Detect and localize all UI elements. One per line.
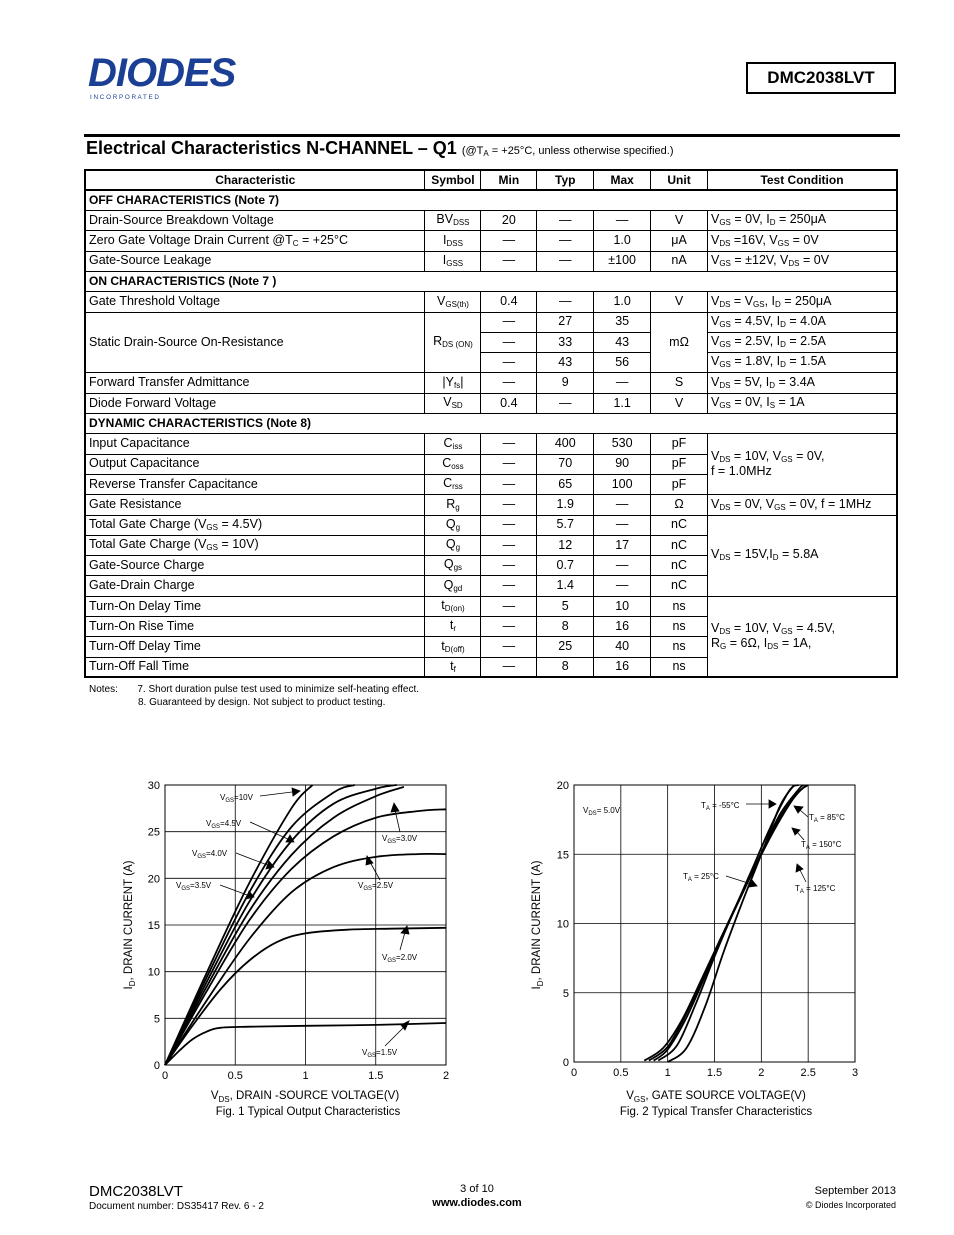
y-tick-label: 0 xyxy=(562,1057,569,1069)
note-8: 8. Guaranteed by design. Not subject to product testing. xyxy=(138,697,386,708)
label-vgs-4-0v: $V_{GS}=4.0V$ xyxy=(192,849,228,860)
part-number: DMC2038LVT xyxy=(767,68,875,87)
x-tick-label: 2.5 xyxy=(800,1067,816,1079)
fig2-vds-annotation: $V_{DS}= 5.0V$ xyxy=(583,806,621,817)
y-tick-label: 30 xyxy=(147,780,160,792)
y-tick-label: 20 xyxy=(147,873,160,886)
table-row: Reverse Transfer Capacitance $C_{rss}$ — 65 100 pF xyxy=(85,474,897,494)
fig2-x-axis-label: $V_{GS}$, GATE SOURCE VOLTAGE(V) xyxy=(626,1090,806,1104)
series-line-vgs-3-5v xyxy=(165,787,404,1065)
x-tick-label: 2 xyxy=(442,1070,450,1082)
x-tick-label: 1 xyxy=(302,1070,309,1082)
label-vgs-2-0v: $V_{GS}=2.0V$ xyxy=(382,953,418,964)
section-row: DYNAMIC CHARACTERISTICS (Note 8) xyxy=(85,414,897,434)
col-header: Max xyxy=(594,170,651,190)
series-line-ta-150-c xyxy=(644,785,806,1061)
logo-wordmark: DIODES xyxy=(88,52,236,95)
x-tick-label: 0.5 xyxy=(227,1070,243,1082)
table-row: — 43 56 $V_{GS} = 1.8V$, $I_D = 1.5A$ xyxy=(85,353,897,373)
footer-page: 3 of 10 xyxy=(460,1183,494,1195)
y-tick-label: 15 xyxy=(556,849,569,862)
table-row: Output Capacitance $C_{oss}$ — 70 90 pF xyxy=(85,454,897,474)
table-row: — 33 43 $V_{GS} = 2.5V$, $I_D = 2.5A$ xyxy=(85,332,897,352)
label-vgs-3-0v: $V_{GS}=3.0V$ xyxy=(382,834,418,845)
x-tick-label: 0.5 xyxy=(613,1067,629,1079)
fig2-y-axis-label: $I_D$, DRAIN CURRENT (A) xyxy=(531,860,545,990)
x-tick-label: 1 xyxy=(664,1067,671,1079)
table-row: Gate-Source Charge $Q_{gs}$ — 0.7 — nC xyxy=(85,556,897,576)
table-row: Turn-Off Fall Time $t_f$ — 8 16 ns xyxy=(85,657,897,677)
y-tick-label: 10 xyxy=(556,918,569,931)
col-header: Characteristic xyxy=(85,170,425,190)
electrical-characteristics-table xyxy=(84,169,898,678)
y-tick-label: 5 xyxy=(153,1013,160,1026)
header-rule xyxy=(84,134,900,137)
section-title-text: Electrical Characteristics N-CHANNEL – Q1 xyxy=(86,138,457,158)
footer-right xyxy=(806,1185,896,1210)
part-number-box xyxy=(746,62,896,94)
table-row: Zero Gate Voltage Drain Current $@T_C = +25^\circ C$ $I_{DSS}$ — — 1.0 μA $V_{DS} =16V$, $V_{GS} = 0V$ xyxy=(85,231,897,251)
y-tick-label: 5 xyxy=(562,987,569,1000)
label-vgs-4-5v: $V_{GS}=4.5V$ xyxy=(206,819,242,830)
col-header: Test Condition xyxy=(707,170,897,190)
label-vgs-2-5v: $V_{GS}=2.5V$ xyxy=(358,881,394,892)
footer-date: September 2013 xyxy=(814,1185,896,1197)
table-row: Static Drain-Source On-Resistance $R_{DS (ON)}$ — 27 35 mΩ $V_{GS} = 4.5V$, $I_D = 4.0A$ xyxy=(85,312,897,332)
y-tick-label: 10 xyxy=(147,966,160,979)
table-row: Total Gate Charge $(V_{GS} = 10V)$ $Q_g$ — 12 17 nC xyxy=(85,535,897,555)
x-tick-label: 3 xyxy=(851,1067,859,1079)
section-row: ON CHARACTERISTICS (Note 7 ) xyxy=(85,271,897,291)
x-tick-label: 0 xyxy=(161,1070,169,1082)
label-vgs-3-5v: $V_{GS}=3.5V$ xyxy=(176,881,212,892)
table-row: Gate-Source Leakage $I_{GSS}$ — — ±100 nA $V_{GS} = \pm 12V$, $V_{DS} = 0V$ xyxy=(85,251,897,271)
x-tick-label: 0 xyxy=(570,1067,578,1079)
table-row: Input Capacitance $C_{iss}$ — 400 530 pF $V_{DS} = 10V$, $V_{GS} = 0V$, f = 1.0MHz xyxy=(85,434,897,454)
label-ta-85: $T_A = 85^\circ C$ xyxy=(809,813,845,824)
x-tick-label: 1.5 xyxy=(368,1070,384,1082)
fig1-title: Fig. 1 Typical Output Characteristics xyxy=(215,1106,401,1118)
table-row: Gate-Drain Charge $Q_{gd}$ — 1.4 — nC xyxy=(85,576,897,596)
notes xyxy=(89,683,419,709)
section-title xyxy=(86,138,674,159)
y-tick-label: 15 xyxy=(147,920,160,932)
table-row: Total Gate Charge $(V_{GS} = 4.5V)$ $Q_g$ — 5.7 — nC $V_{DS} = 15V,I_D = 5.8A$ xyxy=(85,515,897,535)
col-header: Unit xyxy=(651,170,708,190)
table-row: Diode Forward Voltage $V_{SD}$ 0.4 — 1.1 V $V_{GS} = 0V$, $I_S = 1A$ xyxy=(85,393,897,413)
table-row: Turn-On Delay Time $t_{D(on)}$ — 5 10 ns $V_{DS} = 10V$, $V_{GS} = 4.5V$, $R_G = 6\Omega$, $I_{DS} = 1A$, xyxy=(85,596,897,616)
label-ta-25: $T_A = 25^\circ C$ xyxy=(683,872,719,883)
x-tick-label: 2 xyxy=(758,1067,765,1079)
y-tick-label: 20 xyxy=(556,780,569,792)
col-header: Symbol xyxy=(425,170,481,190)
label-vgs-10v: $V_{GS}=10V$ xyxy=(220,793,253,804)
section-row: OFF CHARACTERISTICS (Note 7) xyxy=(85,190,897,210)
footer-url[interactable]: www.diodes.com xyxy=(432,1197,522,1209)
label-vgs-1-5v: $V_{GS}=1.5V$ xyxy=(362,1048,398,1059)
fig2-title: Fig. 2 Typical Transfer Characteristics xyxy=(619,1106,813,1118)
x-tick-label: 1.5 xyxy=(706,1067,723,1079)
fig1-y-axis-label: $I_D$, DRAIN CURRENT (A) xyxy=(123,860,137,990)
col-header: Typ xyxy=(537,170,594,190)
section-condition: ($@T_A = +25^\circ C$, unless otherwise specified.) xyxy=(461,145,674,158)
notes-label: Notes: xyxy=(89,684,118,695)
table-header-row xyxy=(85,170,897,190)
footer-copyright: © Diodes Incorporated xyxy=(805,1200,896,1210)
table-row: Turn-Off Delay Time $t_{D(off)}$ — 25 40 ns xyxy=(85,637,897,657)
diodes-logo xyxy=(88,52,263,102)
footer-document-number: Document number: DS35417 Rev. 6 - 2 xyxy=(89,1201,264,1212)
table-row: Gate Resistance $R_g$ — 1.9 — Ω $V_{DS} = 0V$, $V_{GS} = 0V$, f = 1MHz xyxy=(85,495,897,515)
table-row: Drain-Source Breakdown Voltage $BV_{DSS}$ 20 — — V $V_{GS} = 0V$, $I_D = 250\mu A$ xyxy=(85,211,897,231)
label-ta-minus55: $T_A = -55^\circ C$ xyxy=(701,801,740,812)
col-header: Min xyxy=(481,170,537,190)
note-7: 7. Short duration pulse test used to minimize self-heating effect. xyxy=(137,684,419,695)
fig2-transfer-characteristics xyxy=(508,770,878,1125)
fig1-output-characteristics xyxy=(100,770,470,1125)
table-row: Forward Transfer Admittance $|Y_{fs}|$ — 9 — S $V_{DS} = 5V$, $I_D = 3.4A$ xyxy=(85,373,897,393)
y-tick-label: 25 xyxy=(147,826,160,839)
series-line-ta-125-c xyxy=(649,785,808,1061)
label-ta-125: $T_A = 125^\circ C$ xyxy=(795,884,836,895)
fig1-x-axis-label: $V_{DS}$, DRAIN -SOURCE VOLTAGE(V) xyxy=(210,1090,400,1104)
logo-subtitle: I N C O R P O R A T E D xyxy=(90,94,159,101)
footer-part-number: DMC2038LVT xyxy=(89,1183,183,1200)
y-tick-label: 0 xyxy=(153,1060,160,1072)
label-ta-150: $T_A = 150^\circ C$ xyxy=(801,840,842,851)
table-row: Gate Threshold Voltage $V_{GS(th)}$ 0.4 — 1.0 V $V_{DS} = V_{GS}$, $I_D = 250\mu A$ xyxy=(85,292,897,312)
table-row: Turn-On Rise Time $t_r$ — 8 16 ns xyxy=(85,617,897,637)
